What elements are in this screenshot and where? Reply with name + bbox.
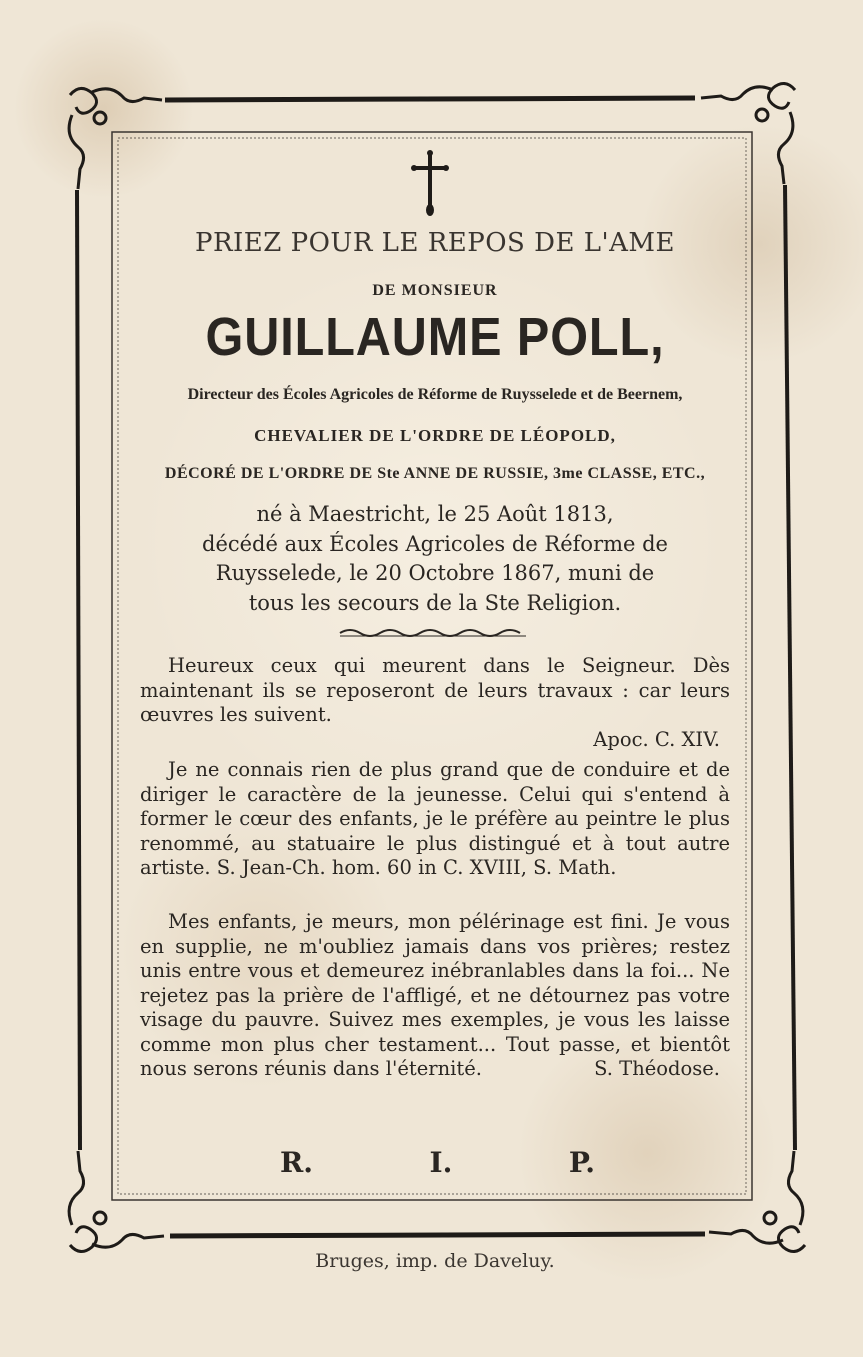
biography	[130, 500, 740, 618]
prayer-heading: PRIEZ POUR LE REPOS DE L'AME	[194, 228, 676, 258]
rip-letter: I.	[429, 1146, 453, 1179]
bio-line: décédé aux Écoles Agricoles de Réforme de	[202, 531, 668, 556]
verse-apocalypse	[140, 654, 730, 752]
verse-text: Heureux ceux qui meurent dans le Seigneur. Dès maintenant ils se reposeront de leurs travaux : car leurs œuvres les suivent.	[140, 654, 730, 726]
rip-letter: P.	[568, 1146, 595, 1179]
rip-initials	[130, 1146, 740, 1179]
outer-border-top	[165, 98, 695, 100]
title-director: Directeur des Écoles Agricoles de Réforme de Ruysselede et de Beernem,	[187, 386, 683, 403]
outer-border-right	[785, 185, 795, 1150]
title-chevalier: CHEVALIER DE L'ORDRE DE LÉOPOLD,	[254, 426, 616, 445]
corner-flourish-top-left-icon	[69, 88, 162, 189]
printer-credit: Bruges, imp. de Daveluy.	[315, 1250, 555, 1272]
verse-reference: Apoc. C. XIV.	[593, 727, 720, 751]
bio-line: tous les secours de la Ste Religion.	[248, 590, 622, 615]
outer-border-bottom	[170, 1234, 705, 1236]
verse-text: Mes enfants, je meurs, mon pélérinage est fini. Je vous en supplie, ne m'oubliez jamais dans vos prières; restez unis entre vous et demeurez inébranlables dans la foi... Ne rejetez pas la prière de l'affligé, et ne détournez pas votre visage du pauvre. Suivez mes exemples, je vous les laisse comme mon plus cher testament... Tout passe, et bientôt nous serons réunis dans l'éternité.	[140, 910, 730, 1080]
verse-theodose	[140, 910, 730, 1082]
outer-border-left	[77, 190, 80, 1150]
rip-letter: R.	[280, 1146, 314, 1179]
verse-jean-chrysostome	[140, 758, 730, 881]
ornamental-divider	[338, 626, 528, 640]
verse-reference: S. Théodose.	[594, 1057, 720, 1080]
latin-cross-icon	[408, 148, 452, 220]
deceased-name: GUILLAUME POLL,	[205, 307, 665, 367]
corner-flourish-top-right-icon	[701, 83, 795, 184]
title-decore: DÉCORÉ DE L'ORDRE DE Ste ANNE DE RUSSIE, 3me CLASSE, ETC.,	[164, 465, 706, 482]
salutation: DE MONSIEUR	[372, 282, 498, 299]
bio-line: Ruysselede, le 20 Octobre 1867, muni de	[215, 561, 655, 585]
verse-text: Je ne connais rien de plus grand que de conduire et de diriger le caractère de la jeunesse. Celui qui s'entend à former le cœur des enfants, je le préfère au peintre le plus renommé, au statuaire le plus distingué et à tout autre artiste. S. Jean-Ch. hom. 60 in C. XVIII, S. Math.	[140, 758, 730, 879]
bio-line: né à Maestricht, le 25 Août 1813,	[256, 502, 614, 526]
